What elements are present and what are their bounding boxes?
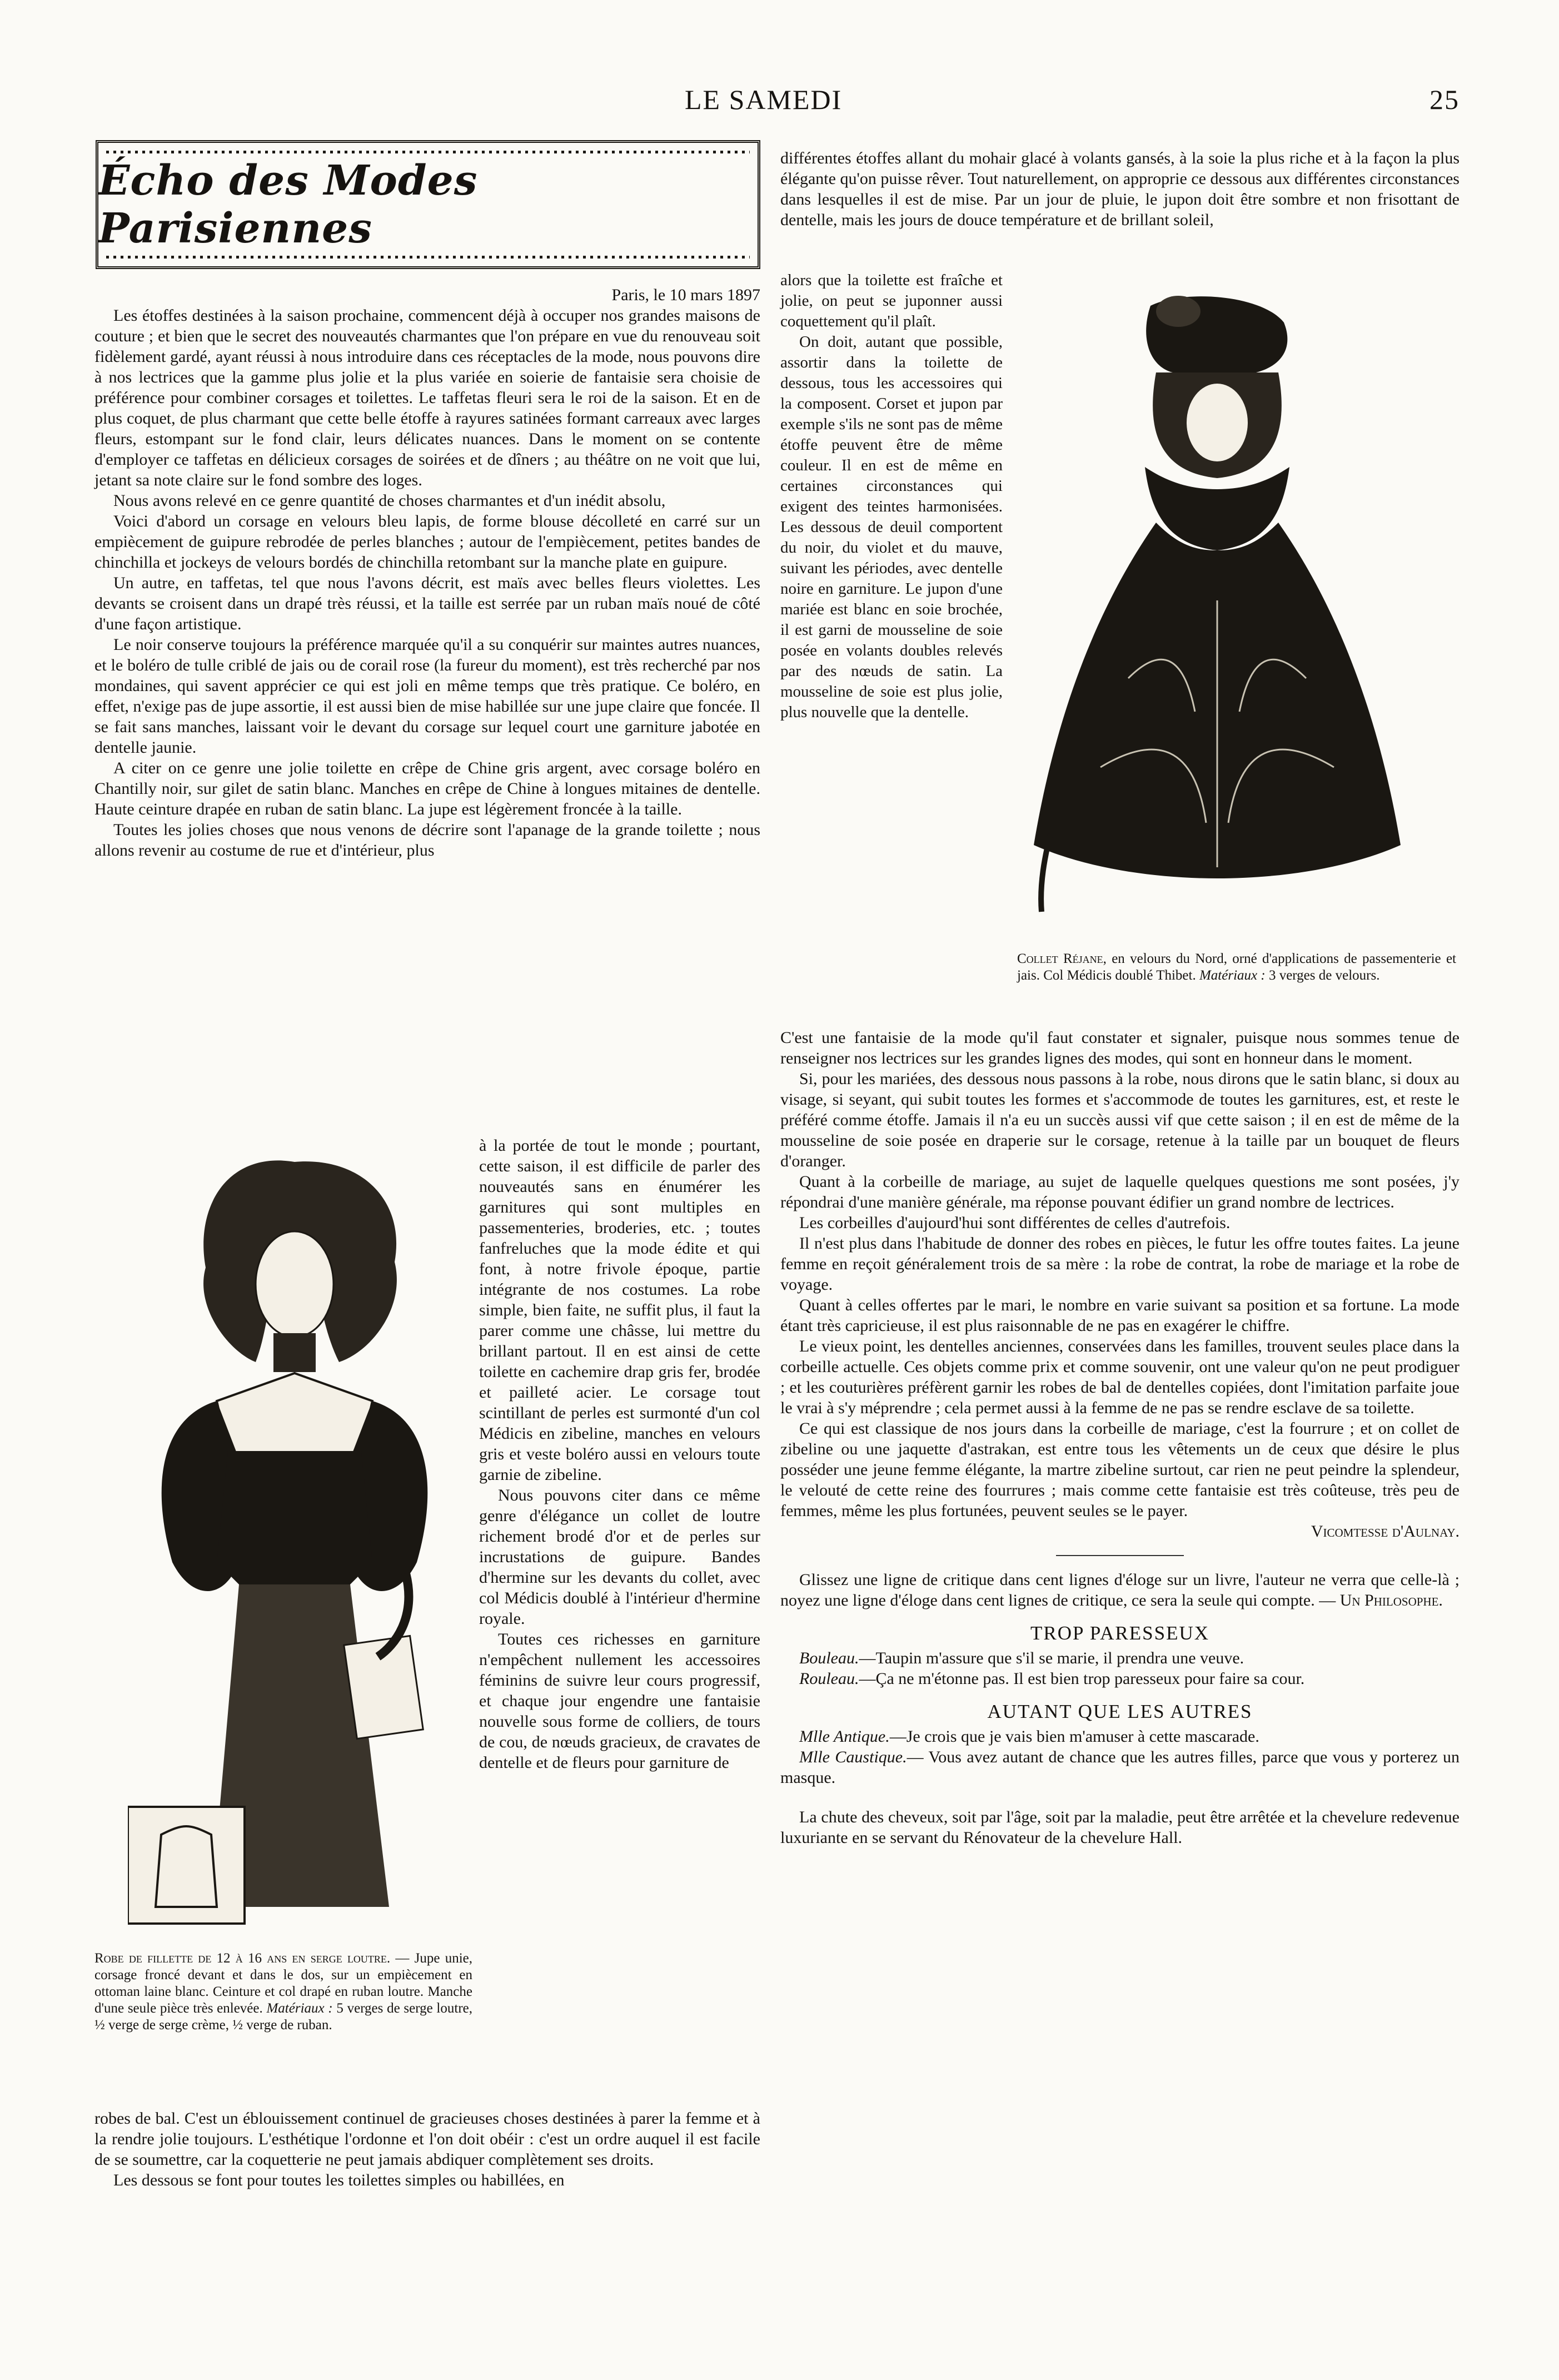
section-title: Écho des Modes Parisiennes (98, 157, 478, 252)
caption-label: Robe de fillette de 12 à 16 ans en serge loutre. (94, 1951, 391, 1966)
maxim-body: Glissez une ligne de critique dans cent lignes d'éloge sur un livre, l'auteur ne verra que celle-là ; noyez une ligne d'éloge dans cent lignes de critique, ce sera la seule qui compte. (780, 1571, 1460, 1609)
article-paragraph: Quant à celles offertes par le mari, le nombre en varie suivant sa position et sa fortune. La mode étant très capricieuse, il est plus raisonnable de ne pas en exagérer le chiffre. (780, 1296, 1460, 1335)
article-paragraph: Nous pouvons citer dans ce même genre d'élégance un collet de loutre richement brodé d'or et de perles sur incrustations de guipure. Bandes d'hermine sur les devants du collet, avec col Médicis doublé à l'intérieur d'hermine royale. (479, 1486, 760, 1628)
page-number: 25 (1430, 84, 1460, 115)
joke-text: —Je crois que je vais bien m'amuser à cette mascarade. (889, 1727, 1259, 1746)
article-paragraph: Un autre, en taffetas, tel que nous l'avons décrit, est maïs avec belles fleurs violettes. Les devants se croisent dans un drapé très réussi, et la taille est serrée par un ruban maïs noué de côté d'une façon artistique. (94, 574, 760, 633)
article-dateline: Paris, le 10 mars 1897 (611, 286, 760, 304)
joke-line (780, 1747, 1460, 1788)
joke-speaker: Rouleau. (799, 1670, 859, 1688)
advert-text: La chute des cheveux, soit par l'âge, soit par la maladie, peut être arrêtée et la chevelure redevenue luxuriante en se servant du Rénovateur de la chevelure Hall. (780, 1808, 1460, 1847)
caption-materials: 5 verges de serge loutre, ½ verge de serge crème, ½ verge de ruban. (94, 2001, 472, 2033)
article-paragraph: On doit, autant que possible, assortir dans la toilette de dessous, tous les accessoires qui la composent. Corset et jupon par exemple s'ils ne sont pas de même étoffe peuvent être de même couleur. Il en est de même en certaines circonstances qui exigent des teintes harmonisées. Les dessous de deuil comportent du noir, du violet et du mauve, suivant les périodes, avec dentelle noire en garniture. Le jupon d'une mariée est blanc en soie brochée, il est garni de mousseline de soie posée en volants doubles relevés par des nœuds de satin. La mousseline de soie est plus jolie, plus nouvelle que la dentelle. (780, 333, 1003, 721)
joke-speaker: Mlle Antique. (799, 1727, 890, 1746)
article-right-narrow (780, 270, 1003, 723)
collet-illustration (1017, 289, 1417, 923)
caption-materials: 3 verges de velours. (1268, 968, 1380, 983)
article-paragraph: Ce qui est classique de nos jours dans la corbeille de mariage, c'est la fourrure ; et on collet de zibeline ou une jaquette d'astrakan, est entre tous les vêtements un de ceux que désire le plus posséder une jeune femme élégante, la martre zibeline surtout, car rien ne peut peindre la splendeur, le velouté de cette reine des fourrures ; mais comme cette fantaisie est très coûteuse, très peu de femmes, même les plus fortunées, peuvent seules se le payer. (780, 1419, 1460, 1520)
article-signature: Vicomtesse d'Aulnay. (1311, 1522, 1460, 1541)
article-paragraph: Les corbeilles d'aujourd'hui sont différentes de celles d'autrefois. (799, 1214, 1231, 1232)
joke-text: — Vous avez autant de chance que les autres filles, parce que vous y porterez un masque. (780, 1748, 1460, 1787)
article-paragraph: Toutes les jolies choses que nous venons de décrire sont l'apanage de la grande toilette ; nous allons revenir au costume de rue et d'intérieur, plus (94, 821, 760, 859)
article-paragraph: différentes étoffes allant du mohair glacé à volants gansés, à la soie la plus riche et à la façon la plus élégante qu'on puisse rêver. Tout naturellement, on approprie ce dessous aux différentes circonstances dans lesquelles il est de mise. Par un jour de pluie, le jupon doit être sombre et non frisottant de dentelle, mais les jours de douce température et de brillant soleil, (780, 149, 1460, 229)
article-left-tail (94, 2108, 760, 2190)
article-paragraph: Il n'est plus dans l'habitude de donner des robes en pièces, le futur les offre toutes faites. La jeune femme en reçoit généralement trois de sa mère : la robe de contrat, la robe de mariage et la robe de voyage. (780, 1234, 1460, 1294)
article-paragraph: à la portée de tout le monde ; pourtant, cette saison, il est difficile de parler des nouveautés sans en énumérer les garnitures qui sont multiples en passementeries, broderies, etc. ; toutes fanfreluches que la mode édite et qui font, à notre frivole époque, partie intégrante de nos costumes. La robe simple, bien faite, ne suffit plus, il faut la parer comme une châsse, lui mettre du brillant partout. Il en est ainsi de cette toilette en cachemire drap gris fer, brodée et pailleté acier. Le corsage tout scintillant de perles est surmonté d'un col Médicis en zibeline, manches en velours gris et veste boléro aussi en velours toute garnie de zibeline. (479, 1136, 760, 1484)
article-paragraph: Toutes ces richesses en garniture n'empêchent nullement les accessoires féminins de suivre leur cours progressif, et chaque jour engendre une fantaisie nouvelle sous forme de colliers, de tours de cou, de nœuds gracieux, de cravates de dentelle et de fleurs pour garniture de (479, 1630, 760, 1772)
section-masthead (96, 140, 760, 269)
article-narrow-column (479, 1135, 760, 1773)
article-paragraph: Si, pour les mariées, des dessous nous passons à la robe, nous dirons que le satin blanc, si doux au visage, si seyant, qui subit toutes les formes et s'accommode de toutes les garnitures, est, et reste le préféré comme étoffe. Jamais il n'a eu un succès aussi vif que cette saison ; il en est de même de la mousseline de soie posée en draperie sur le corsage, retenue à la taille par un bouquet de fleurs d'oranger. (780, 1070, 1460, 1170)
girl-dress-illustration (128, 1140, 472, 1929)
section-divider (1056, 1555, 1184, 1556)
article-paragraph: A citer on ce genre une jolie toilette en crêpe de Chine gris argent, avec corsage boléro en Chantilly noir, sur gilet de satin blanc. Manches en crêpe de Chine à longues mitaines de dentelle. Haute ceinture drapée en ruban de satin blanc. La jupe est légèrement froncée à la taille. (94, 759, 760, 818)
article-paragraph: Voici d'abord un corsage en velours bleu lapis, de forme blouse décolleté en carré sur un empiècement de guipure rebrodée de perles blanches ; autour de l'empiècement, petites bandes de chinchilla et jockeys de velours bordés de chinchilla retombant sur la manche plate en guipure. (94, 512, 760, 572)
joke-line (780, 1726, 1460, 1747)
article-right-column (780, 1027, 1460, 1848)
joke-title: TROP PARESSEUX (1030, 1622, 1210, 1644)
joke-title: AUTANT QUE LES AUTRES (987, 1701, 1253, 1722)
maxim-author: — Un Philosophe. (1319, 1591, 1443, 1609)
caption-materials-label: Matériaux : (1199, 968, 1266, 983)
joke-speaker: Mlle Caustique. (799, 1748, 907, 1766)
maxim-text (780, 1569, 1460, 1611)
article-paragraph: C'est une fantaisie de la mode qu'il faut constater et signaler, puisque nous sommes tenue de renseigner nos lectrices sur les grandes lignes des modes, qui sont en honneur dans le moment. (780, 1028, 1460, 1067)
article-left-column (94, 285, 760, 861)
joke-line (780, 1668, 1460, 1689)
article-paragraph: Les dessous se font pour toutes les toilettes simples ou habillées, en (113, 2171, 565, 2189)
article-right-top (780, 148, 1460, 230)
caption-label: Collet Réjane, (1017, 951, 1107, 966)
joke-text: —Ça ne m'étonne pas. Il est bien trop paresseux pour faire sa cour. (859, 1670, 1305, 1688)
caption-materials-label: Matériaux : (266, 2001, 333, 2016)
joke-text: —Taupin m'assure que s'il se marie, il prendra une veuve. (859, 1649, 1244, 1667)
article-paragraph: robes de bal. C'est un éblouissement continuel de gracieuses choses destinées à parer la femme et à la rendre jolie toujours. L'esthétique l'ordonne et l'on doit obéir : c'est un ordre auquel il est facile de se soumettre, car la coquetterie ne peut jamais abdiquer complètement ses droits. (94, 2109, 760, 2169)
caption-text: en velours du Nord, orné d'applications de passementerie et jais. Col Médicis doublé Thibet. (1017, 951, 1456, 983)
joke-line (780, 1648, 1460, 1668)
article-paragraph: Nous avons relevé en ce genre quantité de choses charmantes et d'un inédit absolu, (113, 491, 666, 510)
page-header-title: LE SAMEDI (685, 84, 843, 115)
article-paragraph: Le noir conserve toujours la préférence marquée qu'il a su conquérir sur maintes autres nuances, et le boléro de tulle criblé de jais ou de corail rose (la fureur du moment), est très recherché par nos mondaines, qui savent apprécier ce qui est joli en même temps que très pratique. Ce boléro, en effet, n'exige pas de jupe assortie, il est aussi bien de mise habillée sur une jupe claire que foncée. Il se fait sans manches, laissant voir le devant du corsage sur lequel court une garniture jabotée en dentelle jaunie. (94, 635, 760, 757)
right-figure-caption (1017, 951, 1456, 984)
caption-text: — Jupe unie, corsage froncé devant et dans le dos, sur un empiècement en ottoman laine blanc. Ceinture et col drapé en ruban loutre. Manche d'une seule pièce très enlevée. (94, 1951, 472, 2016)
article-paragraph: Le vieux point, les dentelles anciennes, conservées dans les familles, trouvent seules place dans la corbeille actuelle. Ces objets comme prix et comme souvenir, ont une valeur qu'on ne peut prodiguer ; et les couturières préfèrent garnir les robes de bal de dentelles copiées, dont l'imitation parfaite joue le vrai à s'y méprendre ; cela permet aussi à la femme de ne pas se rendre esclave de sa toilette. (780, 1337, 1460, 1417)
left-figure-caption (94, 1950, 472, 2034)
article-paragraph: Les étoffes destinées à la saison prochaine, commencent déjà à occuper nos grandes maisons de couture ; et bien que le secret des nouveautés charmantes que l'on prépare en vue du renouveau soit fidèlement gardé, ayant réussi à nous introduire dans ces réceptacles de la mode, nous pouvons dire à nos lectrices que la gamme plus jolie et la plus variée en soierie de fantaisie sera choisie de préférence pour combiner corsages et toilettes. Le taffetas fleuri sera le roi de la saison. Et en de plus coquet, de plus charmant que cette belle étoffe à rayures satinées formant carreaux avec larges fleurs, estompant sur le fond clair, leurs délicates nuances. Dans le moment on se contente d'employer ce taffetas en délicieux corsages de soirées et de dîners ; au théâtre on ne voit que lui, jetant sa note claire sur le fond sombre des loges. (94, 306, 760, 489)
joke-speaker: Bouleau. (799, 1649, 859, 1667)
article-paragraph: Quant à la corbeille de mariage, au sujet de laquelle quelques questions me sont posées, j'y répondrai d'une manière générale, ma réponse pouvant édifier un grand nombre de lectrices. (780, 1172, 1460, 1211)
article-paragraph: alors que la toilette est fraîche et jolie, on peut se juponner aussi coquettement qu'il plaît. (780, 271, 1003, 330)
